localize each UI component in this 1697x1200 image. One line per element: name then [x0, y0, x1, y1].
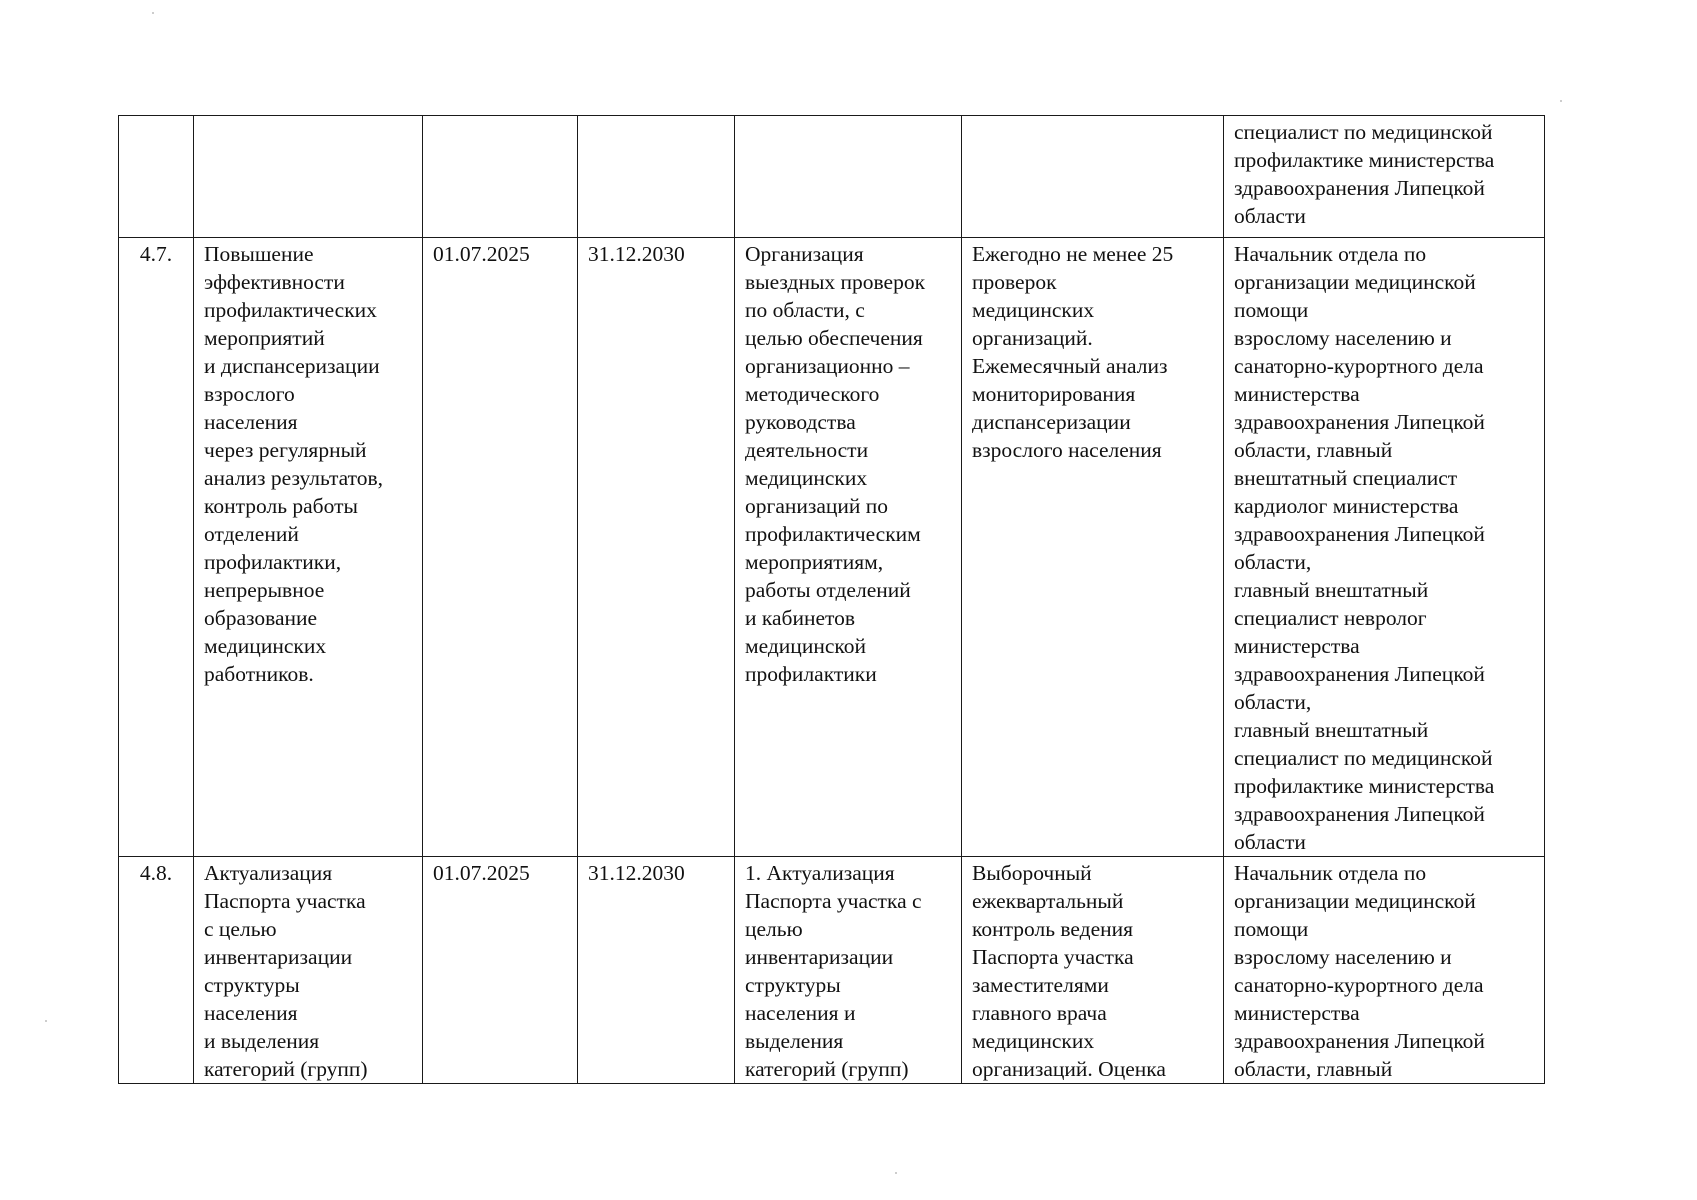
table-row-continued [119, 116, 1545, 238]
scan-speck [45, 1020, 47, 1022]
indicator-cell: Ежегодно не менее 25 проверок медицинских организаций. Ежемесячный анализ мониторирования диспансеризации взрослого населения [962, 238, 1224, 857]
indicator-cell [962, 116, 1224, 238]
item-number-cell [119, 116, 194, 238]
responsible-cell: специалист по медицинской профилактике министерства здравоохранения Липецкой области [1224, 116, 1545, 238]
action-cell: Организация выездных проверок по области, с целью обеспечения организационно – методического руководства деятельности медицинских организаций по профилактическим мероприятиям, работы отделений и кабинетов медицинской профилактики [735, 238, 962, 857]
table-row-4-7 [119, 238, 1545, 857]
responsible-cell: Начальник отдела по организации медицинской помощи взрослому населению и санаторно-курортного дела министерства здравоохранения Липецкой области, главный [1224, 857, 1545, 1084]
event-name-cell: Актуализация Паспорта участка с целью инвентаризации структуры населения и выделения категорий (групп) [194, 857, 423, 1084]
start-date-cell: 01.07.2025 [423, 857, 578, 1084]
measures-table [118, 115, 1545, 1084]
action-cell [735, 116, 962, 238]
responsible-cell: Начальник отдела по организации медицинской помощи взрослому населению и санаторно-курортного дела министерства здравоохранения Липецкой области, главный внештатный специалист кардиолог министерства здравоохранения Липецкой области, главный внештатный специалист невролог министерства здравоохранения Липецкой области, главный внештатный специалист по медицинской профилактике министерства здравоохранения Липецкой области [1224, 238, 1545, 857]
item-number-cell: 4.8. [119, 857, 194, 1084]
end-date-cell [578, 116, 735, 238]
indicator-cell: Выборочный ежеквартальный контроль ведения Паспорта участка заместителями главного врача медицинских организаций. Оценка [962, 857, 1224, 1084]
end-date-cell: 31.12.2030 [578, 857, 735, 1084]
scan-speck [895, 1172, 897, 1174]
item-number-cell: 4.7. [119, 238, 194, 857]
start-date-cell: 01.07.2025 [423, 238, 578, 857]
event-name-cell: Повышение эффективности профилактических мероприятий и диспансеризации взрослого населения через регулярный анализ результатов, контроль работы отделений профилактики, непрерывное образование медицинских работников. [194, 238, 423, 857]
action-cell: 1. Актуализация Паспорта участка с целью инвентаризации структуры населения и выделения категорий (групп) [735, 857, 962, 1084]
event-name-cell [194, 116, 423, 238]
scan-speck [1560, 100, 1562, 102]
table-row-4-8 [119, 857, 1545, 1084]
start-date-cell [423, 116, 578, 238]
end-date-cell: 31.12.2030 [578, 238, 735, 857]
scan-speck [152, 12, 154, 14]
